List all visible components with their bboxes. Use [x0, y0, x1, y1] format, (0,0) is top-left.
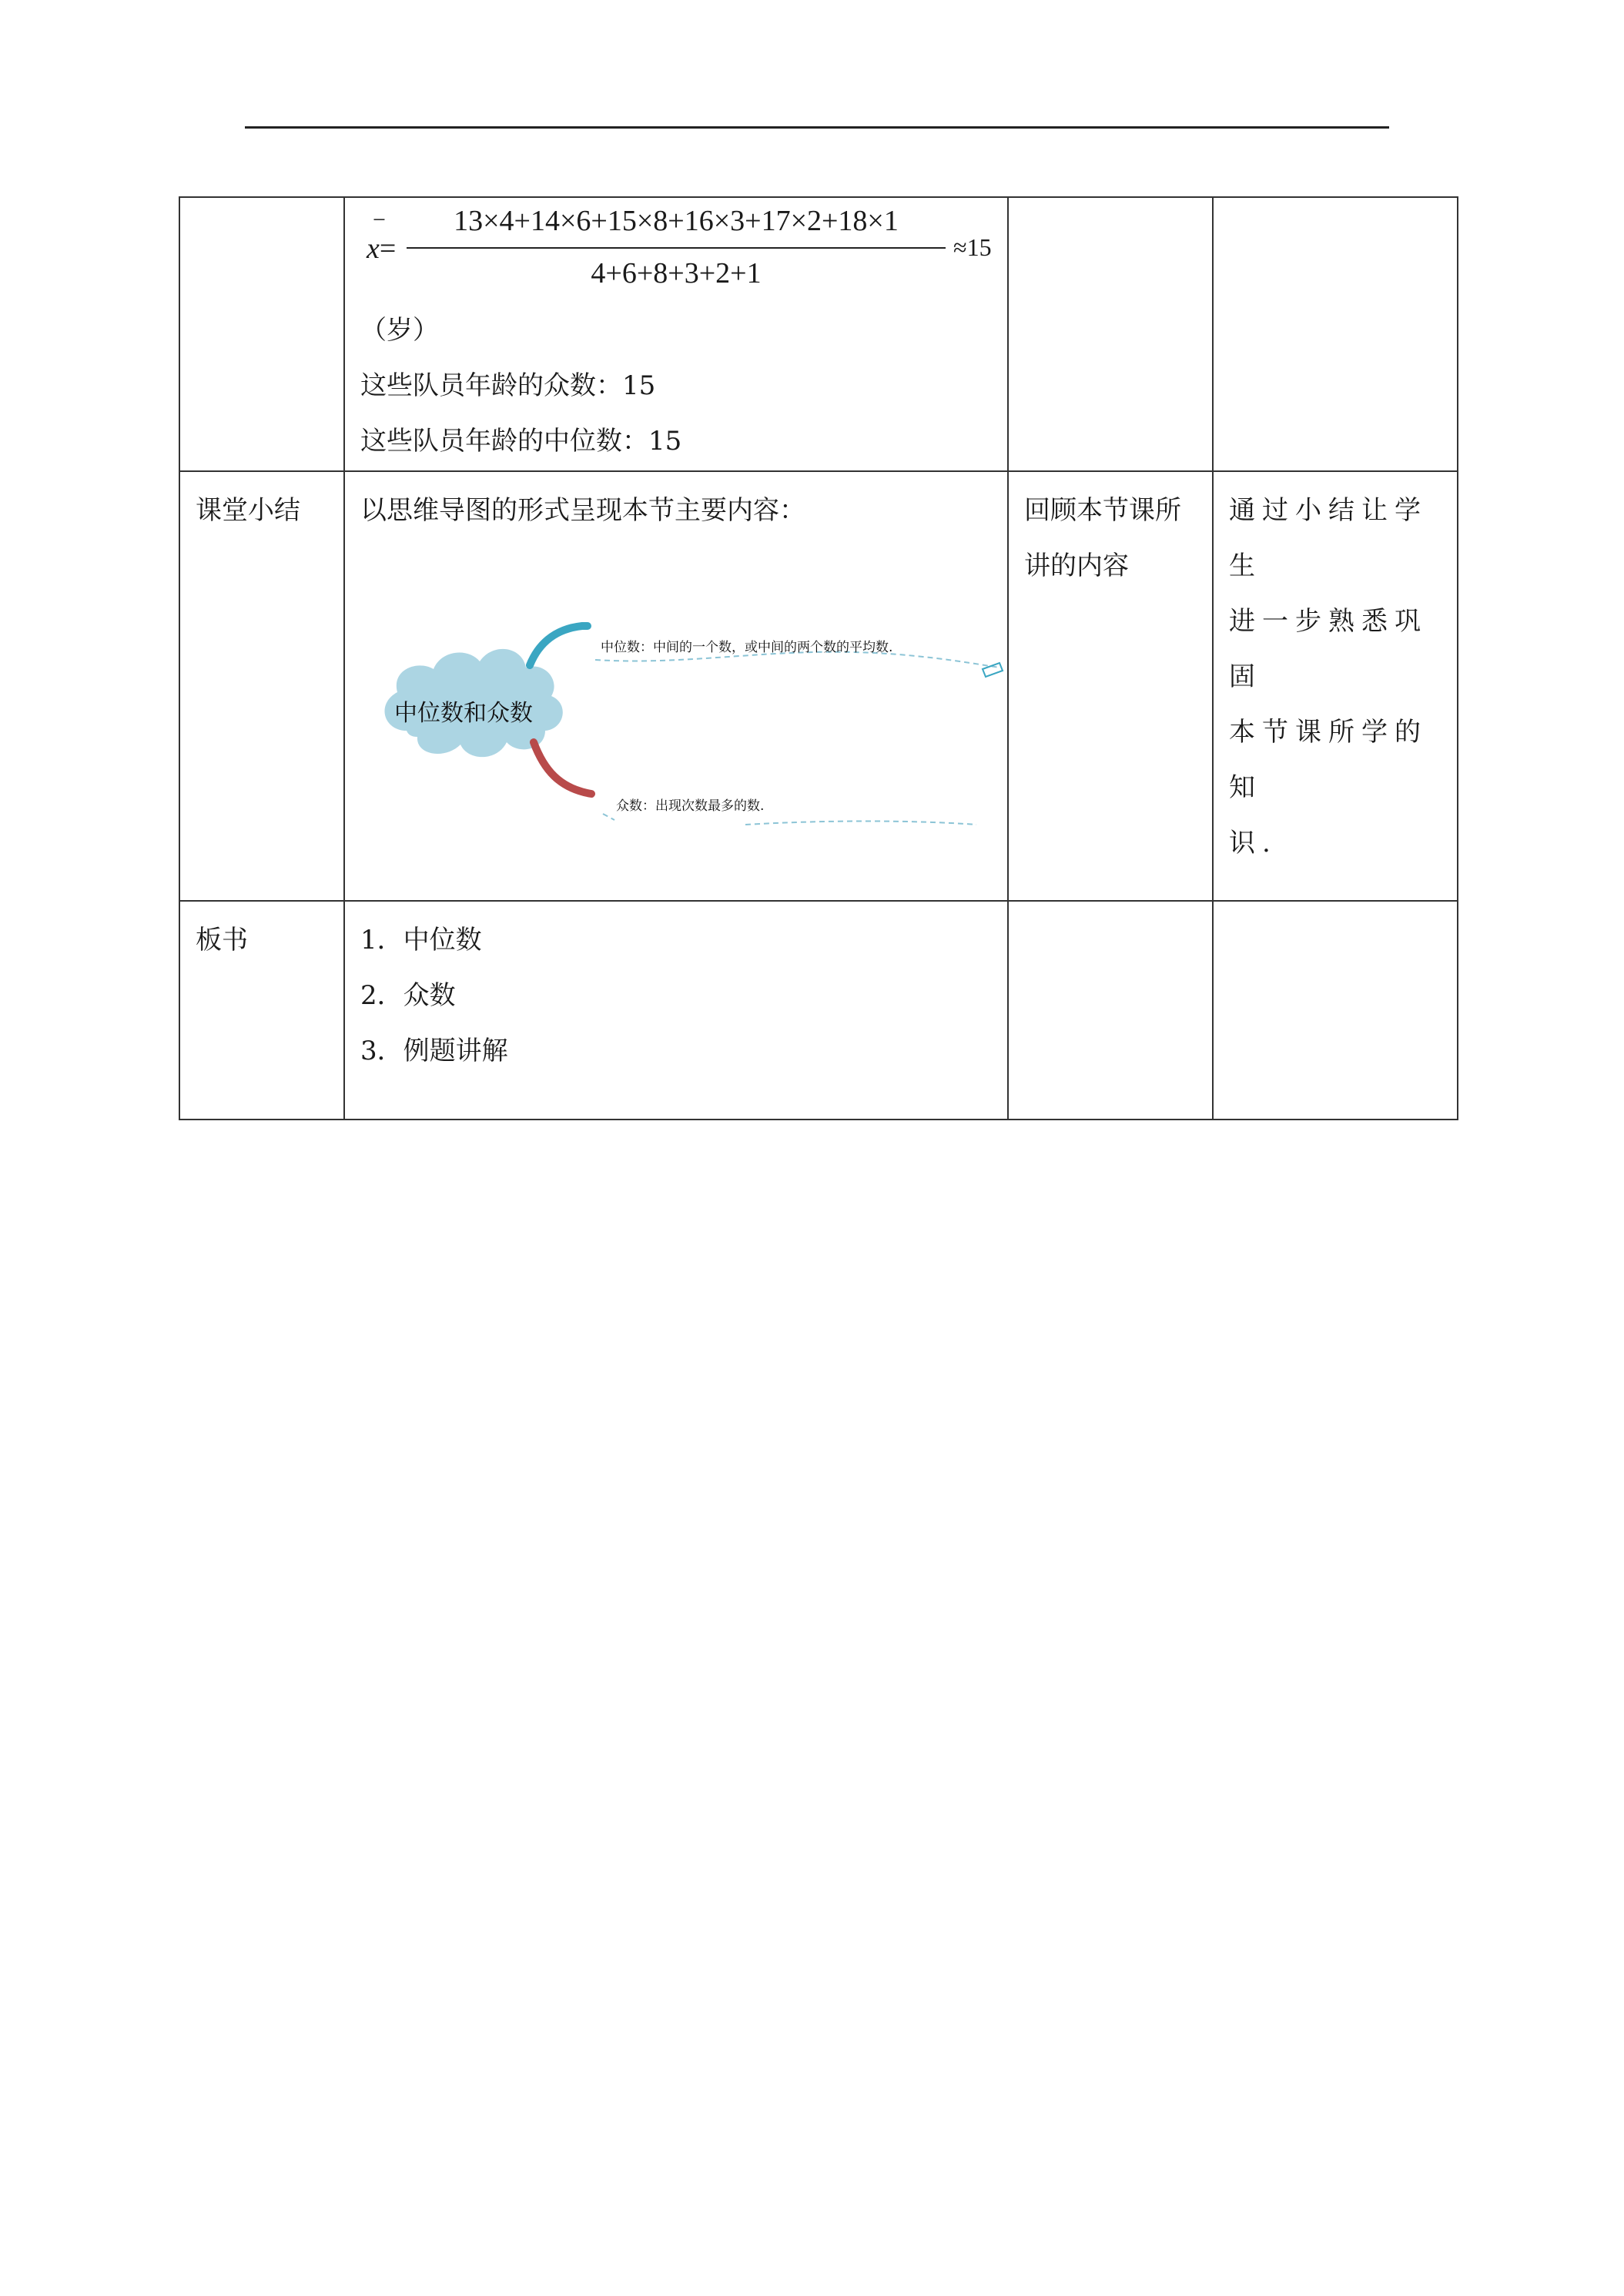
header-rule [245, 126, 1389, 129]
label-cell-empty [179, 197, 344, 471]
summary-label-cell [179, 471, 344, 901]
mean-formula [360, 202, 992, 303]
branch-top-curve [530, 626, 588, 665]
summary-intro: 以思维导图的形式呈现本节主要内容： [360, 495, 805, 526]
table-row-calculation [179, 197, 1458, 471]
purpose-cell-empty [1213, 197, 1458, 471]
formula-result: ≈15 [953, 233, 992, 261]
fraction-line [407, 247, 946, 249]
board-item-1: 1．中位数 [360, 925, 482, 956]
board-label: 板书 [196, 925, 248, 956]
mind-map-center-label: 中位数和众数 [394, 700, 533, 727]
unit-line: （岁） [360, 315, 439, 346]
board-purpose-cell-empty [1213, 901, 1458, 1120]
mean-bar: − [373, 207, 386, 233]
mean-variable: x [367, 233, 380, 265]
summary-purpose-cell [1213, 471, 1458, 901]
fraction-numerator: 13×4+14×6+15×8+16×3+17×2+18×1 [454, 205, 899, 237]
branch-bottom-curve [534, 742, 591, 794]
lesson-table [179, 196, 1458, 1120]
mind-map-branch-mode: 众数：出现次数最多的数. [616, 798, 765, 814]
purpose-line-2: 进一步熟悉巩固 [1229, 606, 1428, 692]
board-content-cell [344, 901, 1008, 1120]
teacher-activity-line-2: 讲的内容 [1024, 551, 1129, 581]
table-row-summary [179, 471, 1458, 901]
table-row-board [179, 901, 1458, 1120]
purpose-line-3: 本节课所学的知 [1229, 717, 1428, 803]
purpose-line-1: 通过小结让学生 [1229, 495, 1428, 581]
mode-line: 这些队员年龄的众数：15 [360, 370, 656, 401]
summary-teacher-cell [1008, 471, 1213, 901]
board-label-cell [179, 901, 344, 1120]
calculation-cell [344, 197, 1008, 471]
teacher-activity-line-1: 回顾本节课所 [1024, 495, 1181, 526]
median-line: 这些队员年龄的中位数：15 [360, 426, 682, 457]
board-item-3: 3．例题讲解 [360, 1036, 508, 1066]
board-teacher-cell-empty [1008, 901, 1213, 1120]
summary-label: 课堂小结 [196, 495, 300, 526]
mind-map-branch-median: 中位数：中间的一个数，或中间的两个数的平均数. [601, 640, 893, 655]
fraction-denominator: 4+6+8+3+2+1 [591, 257, 762, 290]
branch-bottom-dashes [603, 814, 976, 825]
mind-map [360, 538, 1007, 900]
summary-content-cell [344, 471, 1008, 901]
board-item-2: 2．众数 [360, 980, 456, 1011]
equals-sign: = [379, 233, 397, 265]
teacher-cell-empty [1008, 197, 1213, 471]
purpose-line-4: 识. [1229, 828, 1277, 858]
